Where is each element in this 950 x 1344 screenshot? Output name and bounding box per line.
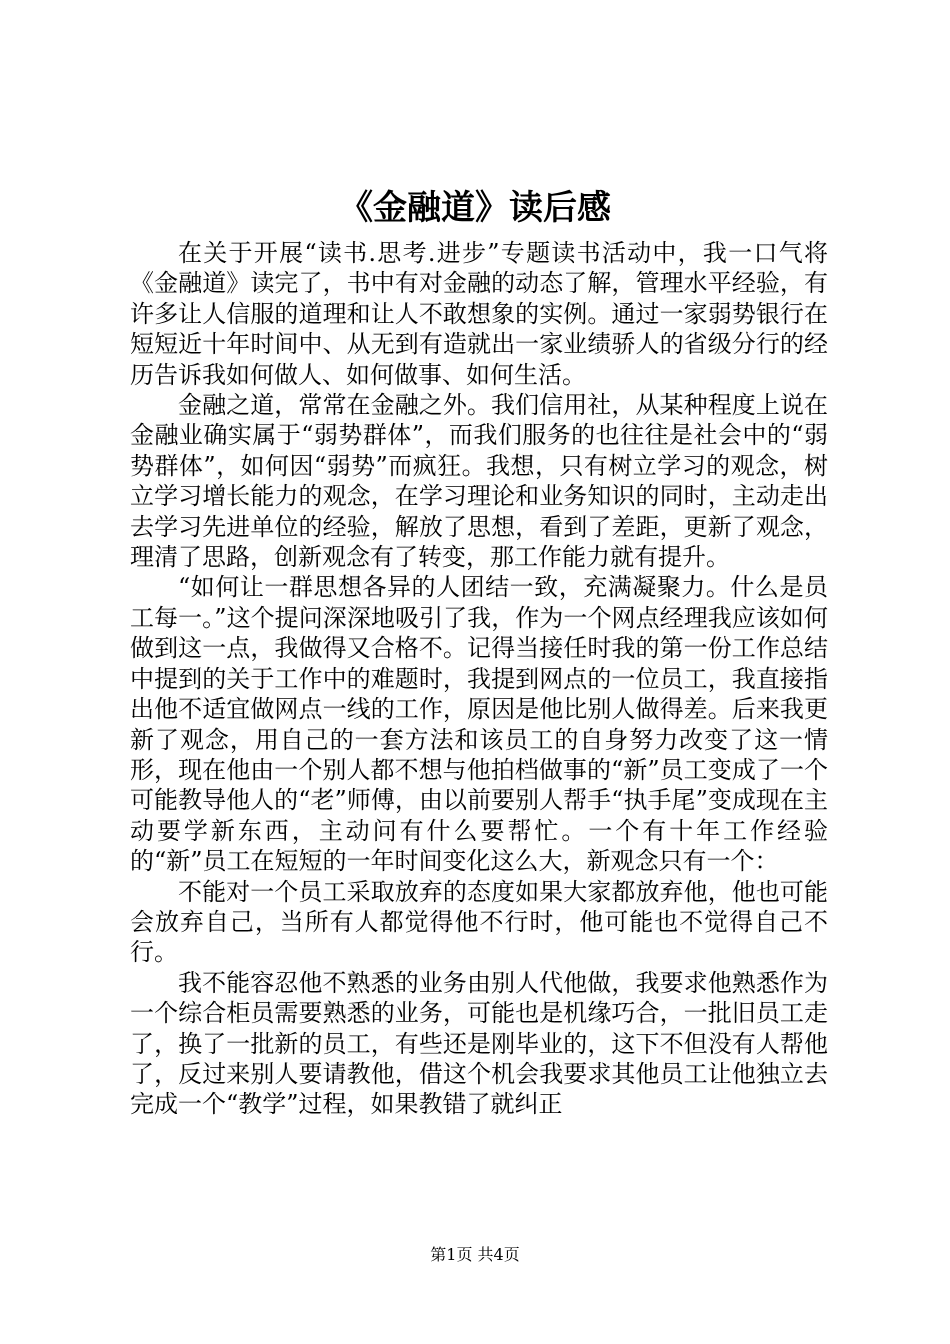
paragraph: 我不能容忍他不熟悉的业务由别人代他做，我要求他熟悉作为一个综合柜员需要熟悉的业务，可能也是机缘巧合，一批旧员工走了，换了一批新的员工，有些还是刚毕业的，这下不但没有人帮他了，反过来别人要请教他，借这个机会我要求其他员工让他独立去完成一个“教学”过程，如果教错了就纠正: [130, 968, 828, 1119]
page-number-footer: 第1页 共4页: [430, 1245, 520, 1264]
document-title: 《金融道》读后感: [339, 188, 611, 228]
paragraph: 不能对一个员工采取放弃的态度如果大家都放弃他，他也可能会放弃自己，当所有人都觉得他不行时，他可能也不觉得自己不行。: [130, 877, 828, 967]
paragraph: “如何让一群思想各异的人团结一致，充满凝聚力。什么是员工每一。”这个提问深深地吸引了我，作为一个网点经理我应该如何做到这一点，我做得又合格不。记得当接任时我的第一份工作总结中提到的关于工作中的难题时，我提到网点的一位员工，我直接指出他不适宜做网点一线的工作，原因是他比别人做得差。后来我更新了观念，用自己的一套方法和该员工的自身努力改变了这一情形，现在他由一个别人都不想与他拍档做事的“新”员工变成了一个可能教导他人的“老”师傅，由以前要别人帮手“执手尾”变成现在主动要学新东西，主动问有什么要帮忙。一个有十年工作经验的“新”员工在短短的一年时间变化这么大，新观念只有一个：: [130, 573, 828, 876]
paragraph: 在关于开展“读书.思考.进步”专题读书活动中，我一口气将《金融道》读完了，书中有对金融的动态了解，管理水平经验，有许多让人信服的道理和让人不敢想象的实例。通过一家弱势银行在短短近十年时间中、从无到有造就出一家业绩骄人的省级分行的经历告诉我如何做人、如何做事、如何生活。: [130, 239, 828, 389]
document-body: [130, 238, 828, 1120]
paragraph: 金融之道，常常在金融之外。我们信用社，从某种程度上说在金融业确实属于“弱势群体”，而我们服务的也往往是社会中的“弱势群体”，如何因“弱势”而疯狂。我想，只有树立学习的观念，树立学习增长能力的观念，在学习理论和业务知识的同时，主动走出去学习先进单位的经验，解放了思想，看到了差距，更新了观念，理清了思路，创新观念有了转变，那工作能力就有提升。: [130, 391, 828, 572]
